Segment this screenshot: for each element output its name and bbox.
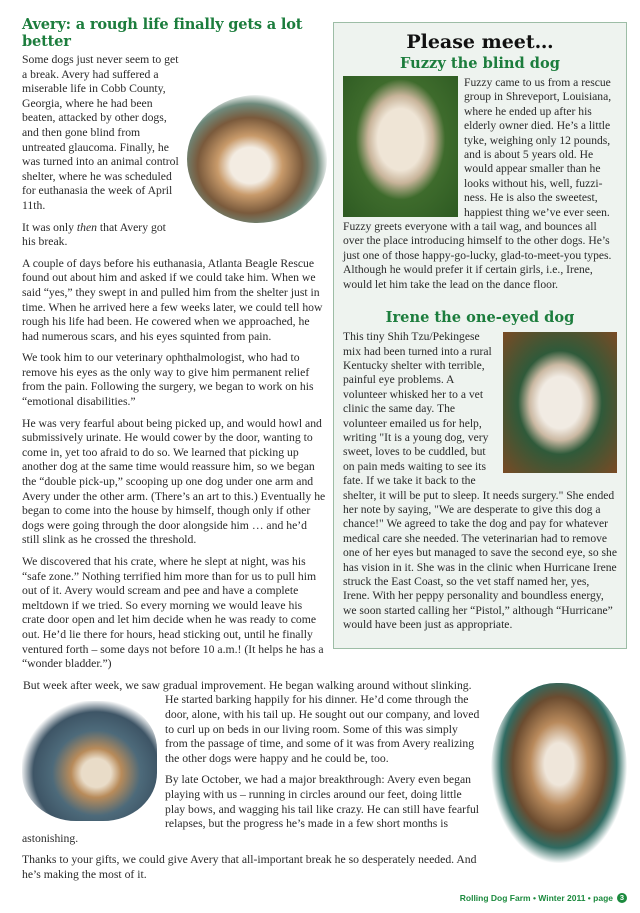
please-meet-sidebar xyxy=(333,22,627,649)
fuzzy-photo xyxy=(343,76,458,217)
page-number: 3 xyxy=(617,893,627,903)
article-paragraph: But week after week, we saw gradual improvement. He began walking around without slinking. He started barking happily for his dinner. He’d come through the door, alone, with his tail up. He sought out our company, and loved to curl up on beds in our living room. Some of this was simply from the passage of time, and some of it was from Avery realizing the other dogs were happy and he could be, too. xyxy=(23,678,480,765)
article-title: Avery: a rough life finally gets a lot better xyxy=(22,16,303,50)
sidebar-title: Please meet… xyxy=(406,31,554,53)
irene-text: This tiny Shih Tzu/Pekingese mix had been turned into a rural Kentucky shelter with terrible, painful eye problems. A volunteer whisked her to a vet clinic the same day. The volunteer emailed us for help, writing "It is a young dog, very sweet, loves to be cuddled, but on pain meds waiting to see its fate. If we take it back to the shelter, it will be put to sleep. It needs surgery." She ended her note by saying, "We are desperate to give this dog a chance!" We agreed to take the dog and pay for whatever medical care she needed. The veterinarian had to remove one of her eyes but managed to save the second eye, so she has vision in it. She was in the clinic when Hurricane Irene struck the East Coast, so the vet staff named her, yes, Irene. With her peppy personality and boundless energy, we soon started calling her “Pistol,” although “Hurricane” would have been just as appropriate. xyxy=(343,330,617,632)
article-paragraph: Thanks to your gifts, we could give Avery that all-important break he so desperately needed. And he’s making the most of it. xyxy=(22,853,477,881)
article-paragraph: Some dogs just never seem to get a break. Avery had suffered a miserable life in Cobb County, Georgia, where he had been beaten, attacked by other dogs, and then gone blind from untreated glaucoma. Finally, he was turned into an animal control shelter, where he was scheduled for euthanasia the week of April 11th. xyxy=(22,53,179,212)
page-footer xyxy=(22,889,627,913)
article-paragraph: By late October, we had a major breakthrough: Avery even began playing with us – running in circles around our feet, doing little play bows, and wagging his tail like crazy. He can still have fearful relapses, but the progress he’s made in a few short months is astonishing. xyxy=(22,773,480,845)
emphasis: then xyxy=(76,220,97,234)
article-paragraph: We took him to our veterinary ophthalmologist, who had to remove his eyes as the only way to give him permanent relief from the pain. Following the surgery, we began to work on his “emotional disabilities.” xyxy=(22,351,314,409)
article-paragraph: A couple of days before his euthanasia, Atlanta Beagle Rescue found out about him and asked if we could take him. When we said “yes,” they swept in and pulled him from the shelter just in time. When he arrived here a few weeks later, we could tell how rough his life had been. He cowered when we approached, he had numerous scars, and his eyes squinted from pain. xyxy=(22,256,323,343)
irene-photo xyxy=(503,332,617,473)
avery-sleeping-photo xyxy=(187,95,327,223)
fuzzy-text: Fuzzy came to us from a rescue group in Shreveport, Louisiana, where he ended up after his elderly owner died. He’s a little tyke, weighing only 12 pounds, and is about 5 years old. He would appear smaller than he looks without his, well, fuzzi-ness. He is also the sweetest, happiest thing we’ve ever seen. Fuzzy greets everyone with a tail wag, and bounces all over the place introducing himself to the other dogs. He’s just one of those happy-go-lucky, glad-to-meet-you types. Although he would prefer it if certain girls, i.e., Irene, would let him take the lead on the dance floor. xyxy=(343,76,612,291)
article-paragraph: He was very fearful about being picked up, and would howl and submissively urinate. He would cower by the door, wanting to come in, yet too afraid to do so. We learned that picking up another dog at the same time would reassure him, so we began the “double pick-up,” scooping up one dog under one arm and Avery under the other arm. (There’s an art to this.) Eventually he began to come into the house by himself, though only if other dogs were going through the door alongside him … and he’d still slink as he crossed the threshold. xyxy=(22,416,326,547)
text: that Avery got his break. xyxy=(22,220,166,249)
irene-title: Irene the one-eyed dog xyxy=(385,309,575,327)
avery-sitting-photo xyxy=(491,683,627,863)
text: It was only xyxy=(22,220,77,234)
article-paragraph: We discovered that his crate, where he slept at night, was his “safe zone.” Nothing terrified him more than for us to pull him out of it. Avery would scream and pee and have a complete meltdown if we tried. So every morning we would leave his crate door open and let him decide when he was ready to come out. He’d lie there for hours, head sticking out, until he finally ventured forth – some days not before 10 a.m.! (It helps he has a “wonder bladder.”) xyxy=(22,555,324,671)
avery-crate-photo xyxy=(22,701,157,821)
footer-text: Rolling Dog Farm • Winter 2011 • page xyxy=(459,893,613,904)
fuzzy-title: Fuzzy the blind dog xyxy=(400,55,560,72)
